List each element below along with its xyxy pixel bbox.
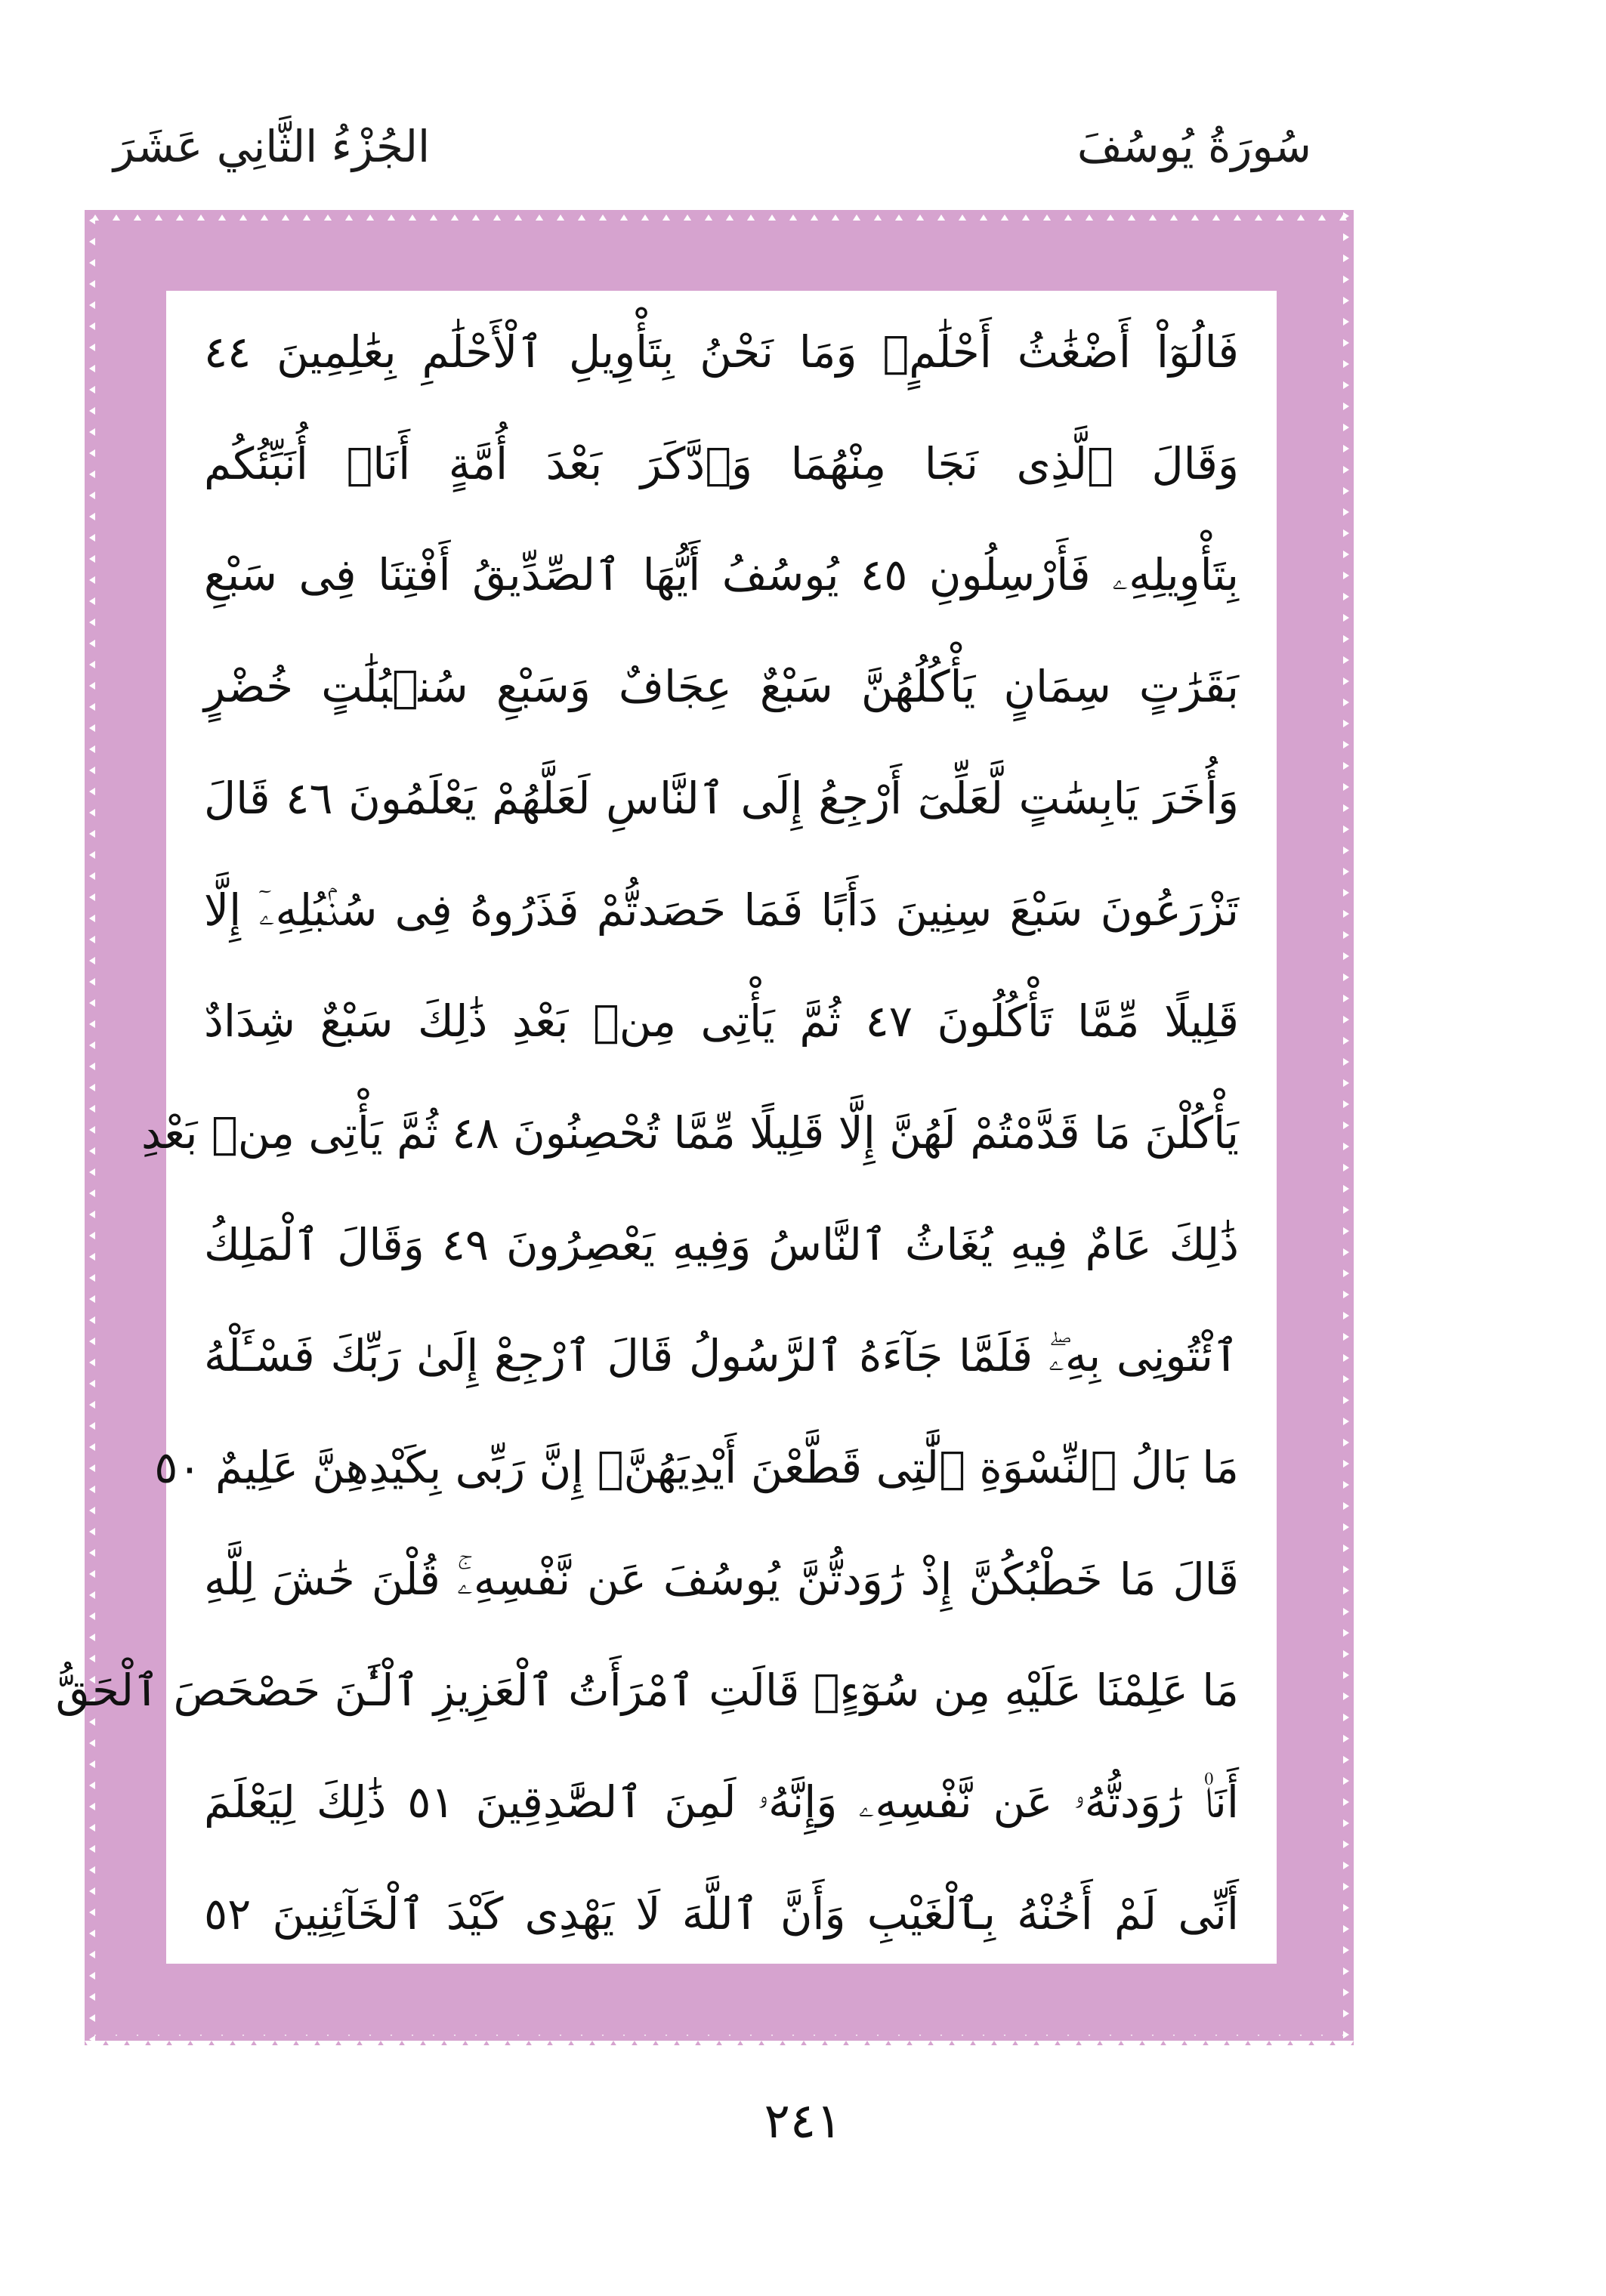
page-number: ٢٤١ (764, 2094, 842, 2149)
verse-line: قَالَ مَا خَطْبُكُنَّ إِذْ رَٰوَدتُّنَّ يُوسُفَ عَن نَّفْسِهِۦۚ قُلْنَ حَٰشَ لِلَّهِ (204, 1553, 1239, 1605)
verse-line: وَقَالَ ٱلَّذِى نَجَا مِنْهُمَا وَٱدَّكَرَ بَعْدَ أُمَّةٍ أَنَا۠ أُنَبِّئُكُم (204, 437, 1239, 489)
verse-lines (55, 306, 1239, 1960)
verse-line: فَالُوٓاْ أَضْغَٰثُ أَحْلَٰمٍۖ وَمَا نَحْنُ بِتَأْوِيلِ ٱلْأَحْلَٰمِ بِعَٰلِمِينَ ٤٤ (204, 326, 1239, 378)
verse-line: تَزْرَعُونَ سَبْعَ سِنِينَ دَأَبًا فَمَا حَصَدتُّمْ فَذَرُوهُ فِى سُنۢبُلِهِۦٓ إِلَّا (204, 884, 1239, 936)
verse-line: مَا عَلِمْنَا عَلَيْهِ مِن سُوٓءٍۚ قَالَتِ ٱمْرَأَتُ ٱلْعَزِيزِ ٱلْـَٰٔنَ حَصْحَصَ ٱلْحَقُّ (55, 1665, 1239, 1717)
verse-line: بَقَرَٰتٍ سِمَانٍ يَأْكُلُهُنَّ سَبْعٌ عِجَافٌ وَسَبْعِ سُنۢبُلَٰتٍ خُضْرٍ (204, 661, 1239, 713)
verse-line: بِتَأْوِيلِهِۦ فَأَرْسِلُونِ ٤٥ يُوسُفُ أَيُّهَا ٱلصِّدِّيقُ أَفْتِنَا فِى سَبْعِ (204, 549, 1239, 601)
verse-line: قَلِيلًا مِّمَّا تَأْكُلُونَ ٤٧ ثُمَّ يَأْتِى مِنۢ بَعْدِ ذَٰلِكَ سَبْعٌ شِدَادٌ (204, 995, 1239, 1048)
verse-line: أَنَا۠ رَٰوَدتُّهُۥ عَن نَّفْسِهِۦ وَإِنَّهُۥ لَمِنَ ٱلصَّٰدِقِينَ ٥١ ذَٰلِكَ لِيَعْلَمَ (204, 1776, 1239, 1828)
verse-line: ٱئْتُونِى بِهِۦۖ فَلَمَّا جَآءَهُ ٱلرَّسُولُ قَالَ ٱرْجِعْ إِلَىٰ رَبِّكَ فَسْـَٔلْهُ (204, 1330, 1239, 1382)
verse-line: أَنِّى لَمْ أَخُنْهُ بِٱلْغَيْبِ وَأَنَّ ٱللَّهَ لَا يَهْدِى كَيْدَ ٱلْخَآئِنِينَ ٥٢ (204, 1887, 1239, 1940)
verse-line: ذَٰلِكَ عَامٌ فِيهِ يُغَاثُ ٱلنَّاسُ وَفِيهِ يَعْصِرُونَ ٤٩ وَقَالَ ٱلْمَلِكُ (204, 1218, 1239, 1270)
surah-title: سُورَةُ يُوسُفَ (1076, 121, 1311, 172)
verse-line: وَأُخَرَ يَابِسَٰتٍ لَّعَلِّىٓ أَرْجِعُ إِلَى ٱلنَّاسِ لَعَلَّهُمْ يَعْلَمُونَ ٤٦ قَالَ (204, 772, 1239, 824)
verse-line: مَا بَالُ ٱلنِّسْوَةِ ٱلَّٰتِى قَطَّعْنَ أَيْدِيَهُنَّۚ إِنَّ رَبِّى بِكَيْدِهِنَّ عَلِيمٌ ٥٠ (154, 1442, 1239, 1494)
juz-title: الجُزْءُ الثَّانِي عَشَرَ (113, 121, 431, 172)
verse-line: يَأْكُلْنَ مَا قَدَّمْتُمْ لَهُنَّ إِلَّا قَلِيلًا مِّمَّا تُحْصِنُونَ ٤٨ ثُمَّ يَأْتِى مِنۢ بَعْدِ (141, 1106, 1239, 1159)
